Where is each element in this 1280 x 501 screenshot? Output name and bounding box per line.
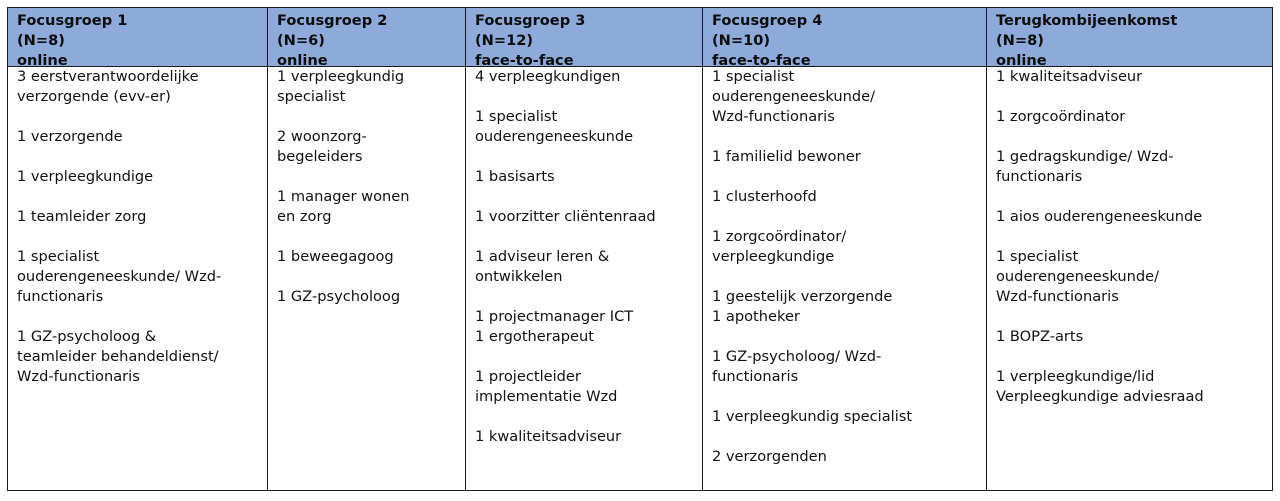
participant-line: verzorgende (evv-er) (17, 88, 171, 105)
line-spacer (712, 127, 980, 147)
line-spacer (712, 207, 980, 227)
participant-line: ouderengeneeskunde (475, 128, 634, 145)
participant-line: ouderengeneeskunde/ (712, 88, 876, 105)
line-spacer (712, 267, 980, 287)
participant-line: ouderengeneeskunde/ Wzd- (17, 268, 222, 285)
participant-line: 2 verzorgenden (712, 448, 827, 465)
participant-line: Wzd-functionaris (712, 108, 835, 125)
column-focusgroep-3 (466, 8, 703, 490)
participant-line: 1 verzorgende (17, 128, 123, 145)
column-body (8, 67, 267, 387)
participant-line: 1 GZ-psycholoog (277, 288, 401, 305)
column-title: Focusgroep 4 (712, 12, 823, 29)
column-title: Focusgroep 1 (17, 12, 128, 29)
participant-line: 1 verpleegkundig specialist (712, 408, 913, 425)
participant-line: 1 adviseur leren & (475, 248, 610, 265)
column-title: Terugkombijeenkomst (996, 12, 1178, 29)
column-count: (N=12) (475, 32, 534, 49)
column-header (466, 8, 702, 67)
participant-line: 1 verpleegkundig (277, 68, 405, 85)
column-count: (N=10) (712, 32, 771, 49)
line-spacer (17, 107, 261, 127)
focusgroups-table (7, 7, 1273, 491)
participant-line: Wzd-functionaris (996, 288, 1119, 305)
participant-line: 1 projectleider (475, 368, 581, 385)
participant-line: 3 eerstverantwoordelijke (17, 68, 199, 85)
participant-line: 1 verpleegkundige/lid (996, 368, 1155, 385)
participant-line: 1 gedragskundige/ Wzd- (996, 148, 1174, 165)
column-mode: online (996, 52, 1047, 69)
participant-line: 1 BOPZ-arts (996, 328, 1084, 345)
participant-line: 1 geestelijk verzorgende (712, 288, 893, 305)
participant-line: 1 kwaliteitsadviseur (475, 428, 622, 445)
participant-line: Wzd-functionaris (17, 368, 140, 385)
participant-line: ontwikkelen (475, 268, 563, 285)
line-spacer (712, 387, 980, 407)
participant-line: 1 voorzitter cliëntenraad (475, 208, 656, 225)
participant-line: 1 zorgcoördinator (996, 108, 1126, 125)
participant-line: 2 woonzorg- (277, 128, 367, 145)
line-spacer (996, 227, 1266, 247)
participant-line: 1 basisarts (475, 168, 555, 185)
participant-line: 1 kwaliteitsadviseur (996, 68, 1143, 85)
participant-line: 1 beweegagoog (277, 248, 394, 265)
line-spacer (277, 107, 459, 127)
line-spacer (475, 87, 696, 107)
participant-line: ouderengeneeskunde/ (996, 268, 1160, 285)
column-header (8, 8, 267, 67)
column-header (987, 8, 1272, 67)
participant-line: functionaris (712, 368, 799, 385)
line-spacer (475, 407, 696, 427)
column-title: Focusgroep 2 (277, 12, 388, 29)
line-spacer (17, 307, 261, 327)
line-spacer (996, 87, 1266, 107)
line-spacer (277, 167, 459, 187)
participant-line: 4 verpleegkundigen (475, 68, 621, 85)
column-title: Focusgroep 3 (475, 12, 586, 29)
line-spacer (712, 427, 980, 447)
line-spacer (475, 347, 696, 367)
line-spacer (996, 127, 1266, 147)
column-terugkombijeenkomst (987, 8, 1272, 490)
line-spacer (475, 287, 696, 307)
line-spacer (475, 147, 696, 167)
participant-line: 1 specialist (712, 68, 795, 85)
column-header (703, 8, 986, 67)
column-body (268, 67, 465, 307)
participant-line: Verpleegkundige adviesraad (996, 388, 1204, 405)
participant-line: 1 verpleegkundige (17, 168, 154, 185)
line-spacer (277, 267, 459, 287)
column-mode: face-to-face (712, 52, 811, 69)
line-spacer (17, 187, 261, 207)
participant-line: functionaris (17, 288, 104, 305)
column-mode: face-to-face (475, 52, 574, 69)
participant-line: teamleider behandeldienst/ (17, 348, 219, 365)
column-count: (N=8) (17, 32, 65, 49)
column-focusgroep-1 (8, 8, 268, 490)
column-mode: online (17, 52, 68, 69)
participant-line: en zorg (277, 208, 332, 225)
participant-line: 1 familielid bewoner (712, 148, 861, 165)
participant-line: 1 apotheker (712, 308, 800, 325)
line-spacer (277, 227, 459, 247)
participant-line: begeleiders (277, 148, 363, 165)
line-spacer (475, 187, 696, 207)
participant-line: 1 projectmanager ICT (475, 308, 634, 325)
column-body (987, 67, 1272, 407)
participant-line: 1 specialist (996, 248, 1079, 265)
column-focusgroep-4 (703, 8, 987, 490)
participant-line: 1 ergotherapeut (475, 328, 594, 345)
column-count: (N=6) (277, 32, 325, 49)
line-spacer (996, 307, 1266, 327)
participant-line: functionaris (996, 168, 1083, 185)
participant-line: 1 GZ-psycholoog & (17, 328, 157, 345)
participant-line: implementatie Wzd (475, 388, 618, 405)
column-count: (N=8) (996, 32, 1044, 49)
line-spacer (17, 227, 261, 247)
participant-line: 1 zorgcoördinator/ (712, 228, 847, 245)
line-spacer (712, 167, 980, 187)
line-spacer (996, 347, 1266, 367)
participant-line: 1 manager wonen (277, 188, 410, 205)
line-spacer (17, 147, 261, 167)
participant-line: 1 aios ouderengeneeskunde (996, 208, 1203, 225)
line-spacer (712, 327, 980, 347)
participant-line: 1 clusterhoofd (712, 188, 817, 205)
column-mode: online (277, 52, 328, 69)
line-spacer (996, 187, 1266, 207)
participant-line: 1 specialist (17, 248, 100, 265)
column-focusgroep-2 (268, 8, 466, 490)
column-header (268, 8, 465, 67)
participant-line: verpleegkundige (712, 248, 835, 265)
participant-line: 1 specialist (475, 108, 558, 125)
participant-line: 1 teamleider zorg (17, 208, 147, 225)
column-body (703, 67, 986, 467)
column-body (466, 67, 702, 447)
participant-line: 1 GZ-psycholoog/ Wzd- (712, 348, 882, 365)
participant-line: specialist (277, 88, 346, 105)
line-spacer (475, 227, 696, 247)
